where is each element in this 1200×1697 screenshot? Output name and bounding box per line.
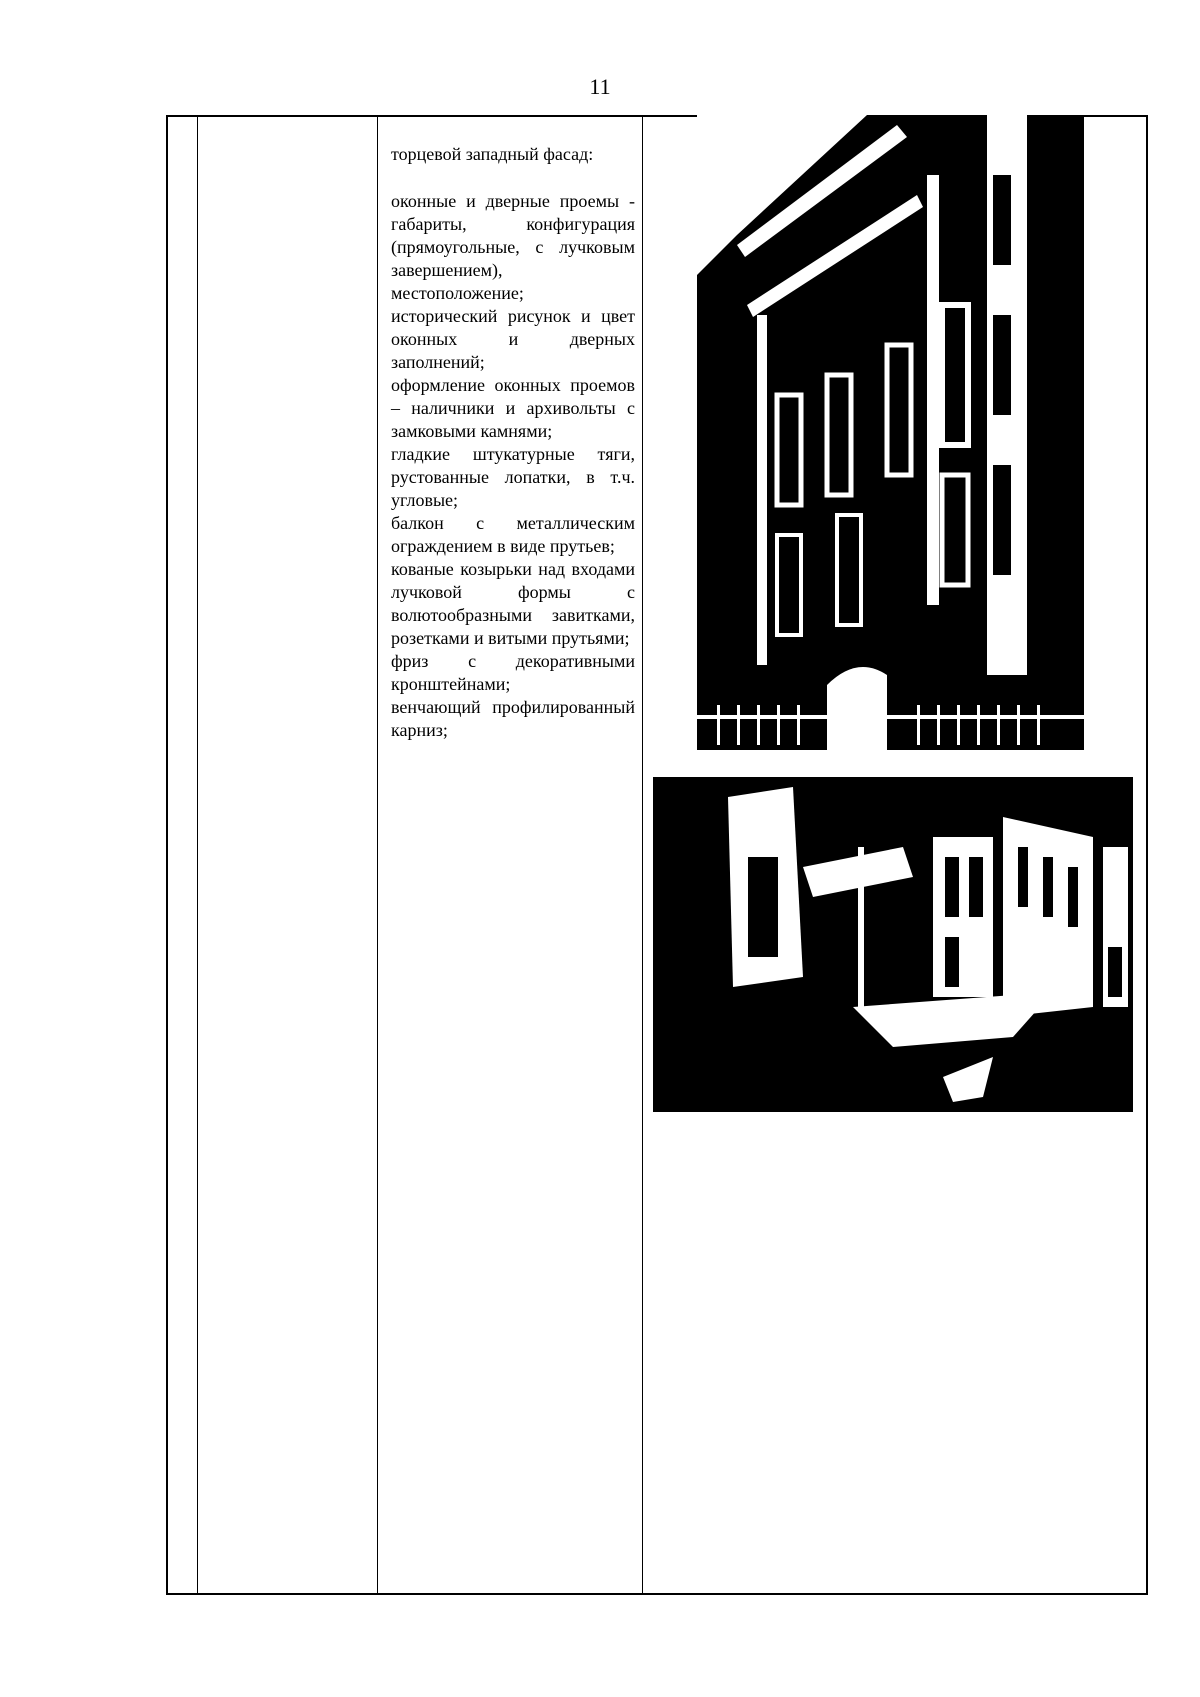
column-divider-1: [197, 117, 198, 1593]
list-item: исторический рисунок и цвет оконных и дверных заполнений;: [391, 306, 635, 372]
column-divider-2: [377, 117, 378, 1593]
list-item: кованые козырьки над входами лучковой формы с волютообразными завитками, розетками и витыми прутьями;: [391, 559, 635, 648]
description-cell: [391, 143, 635, 742]
list-item: фриз с декоративными кронштейнами;: [391, 651, 635, 694]
list-item: оформление оконных проемов – наличники и архивольты с замковыми камнями;: [391, 375, 635, 441]
column-divider-3: [642, 117, 643, 1593]
facade-photo-1: [697, 115, 1084, 750]
list-item: венчающий профилированный карниз;: [391, 697, 635, 740]
list-item: оконные и дверные проемы - габариты, конфигурация (прямоугольные, с лучковым завершением), местоположение;: [391, 191, 635, 303]
list-item: балкон с металлическим ограждением в виде прутьев;: [391, 513, 635, 556]
section-intro: торцевой западный фасад:: [391, 144, 594, 164]
page-number: 11: [589, 74, 611, 99]
list-item: гладкие штукатурные тяги, рустованные лопатки, в т.ч. угловые;: [391, 444, 635, 510]
facade-photo-2: [653, 777, 1133, 1112]
